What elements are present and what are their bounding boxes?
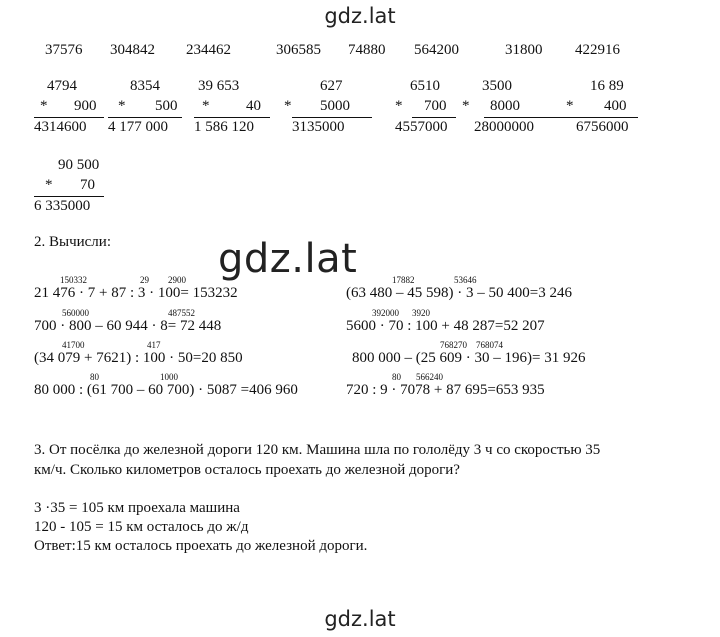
- underline: [34, 196, 104, 197]
- top-number: 31800: [505, 42, 543, 58]
- multiplicand: 3500: [482, 78, 512, 94]
- column-multiplication: [30, 157, 130, 219]
- column-multiplication: [284, 78, 384, 140]
- expression: 700 · 800 – 60 944 · 8= 72 448: [34, 318, 222, 334]
- underline: [490, 117, 638, 118]
- operator-sign: *: [395, 98, 403, 114]
- multiplicand: 16 89: [590, 78, 624, 94]
- intermediate-note: 1000: [160, 372, 178, 382]
- operator-sign: *: [284, 98, 292, 114]
- column-multiplication: [462, 78, 572, 140]
- multiplicand: 6510: [410, 78, 440, 94]
- task3-problem-line: км/ч. Сколько километров осталось проехать до железной дороги?: [34, 462, 460, 478]
- multiplicand: 8354: [130, 78, 160, 94]
- intermediate-note: 487552: [168, 308, 195, 318]
- column-multiplication: [188, 78, 288, 140]
- underline: [412, 117, 456, 118]
- product: 4314600: [34, 119, 87, 135]
- product: 6756000: [576, 119, 629, 135]
- top-number: 74880: [348, 42, 386, 58]
- watermark-top: gdz.lat: [324, 4, 396, 28]
- intermediate-note: 560000: [62, 308, 89, 318]
- product: 28000000: [474, 119, 534, 135]
- task3-solution-step: 120 - 105 = 15 км осталось до ж/д: [34, 519, 249, 535]
- intermediate-note: 768074: [476, 340, 503, 350]
- intermediate-note: 566240: [416, 372, 443, 382]
- operator-sign: *: [40, 98, 48, 114]
- intermediate-note: 41700: [62, 340, 85, 350]
- task2-heading: 2. Вычисли:: [34, 234, 111, 250]
- intermediate-note: 29: [140, 275, 149, 285]
- intermediate-note: 768270: [440, 340, 467, 350]
- top-number: 234462: [186, 42, 231, 58]
- underline: [34, 117, 104, 118]
- expression: 720 : 9 · 7078 + 87 695=653 935: [346, 382, 545, 398]
- top-number: 306585: [276, 42, 321, 58]
- operator-sign: *: [118, 98, 126, 114]
- expression: 21 476 · 7 + 87 : 3 · 100= 153232: [34, 285, 238, 301]
- expression: (34 079 + 7621) : 100 · 50=20 850: [34, 350, 243, 366]
- column-multiplication: [560, 78, 670, 140]
- product: 3135000: [292, 119, 345, 135]
- product: 4 177 000: [108, 119, 168, 135]
- multiplier: 70: [80, 177, 95, 193]
- operator-sign: *: [45, 177, 53, 193]
- multiplier: 5000: [320, 98, 350, 114]
- expression: 800 000 – (25 609 · 30 – 196)= 31 926: [352, 350, 586, 366]
- intermediate-note: 80: [392, 372, 401, 382]
- top-number: 422916: [575, 42, 620, 58]
- intermediate-note: 417: [147, 340, 161, 350]
- multiplier: 8000: [490, 98, 520, 114]
- task3-problem-line: 3. От посёлка до железной дороги 120 км. Машина шла по гололёду 3 ч со скоростью 35: [34, 442, 601, 458]
- operator-sign: *: [566, 98, 574, 114]
- intermediate-note: 3920: [412, 308, 430, 318]
- underline: [108, 117, 182, 118]
- top-number: 37576: [45, 42, 83, 58]
- intermediate-note: 53646: [454, 275, 477, 285]
- underline: [194, 117, 270, 118]
- intermediate-note: 392000: [372, 308, 399, 318]
- multiplier: 900: [74, 98, 97, 114]
- watermark-middle: gdz.lat: [218, 236, 358, 282]
- multiplier: 400: [604, 98, 627, 114]
- multiplier: 40: [246, 98, 261, 114]
- top-number: 304842: [110, 42, 155, 58]
- expression: 80 000 : (61 700 – 60 700) · 5087 =406 960: [34, 382, 298, 398]
- operator-sign: *: [462, 98, 470, 114]
- multiplicand: 627: [320, 78, 343, 94]
- operator-sign: *: [202, 98, 210, 114]
- task3-solution-step: 3 ·35 = 105 км проехала машина: [34, 500, 240, 516]
- multiplicand: 4794: [47, 78, 77, 94]
- top-number: 564200: [414, 42, 459, 58]
- expression: 5600 · 70 : 100 + 48 287=52 207: [346, 318, 545, 334]
- expression: (63 480 – 45 598) · 3 – 50 400=3 246: [346, 285, 572, 301]
- task3-answer: Ответ:15 км осталось проехать до железной дороги.: [34, 538, 368, 554]
- intermediate-note: 17882: [392, 275, 415, 285]
- underline: [292, 117, 372, 118]
- product: 4557000: [395, 119, 448, 135]
- multiplier: 700: [424, 98, 447, 114]
- watermark-bottom: gdz.lat: [324, 607, 396, 631]
- product: 6 335000: [34, 198, 91, 214]
- intermediate-note: 2900: [168, 275, 186, 285]
- multiplicand: 90 500: [58, 157, 100, 173]
- product: 1 586 120: [194, 119, 254, 135]
- multiplier: 500: [155, 98, 178, 114]
- intermediate-note: 80: [90, 372, 99, 382]
- multiplicand: 39 653: [198, 78, 240, 94]
- intermediate-note: 150332: [60, 275, 87, 285]
